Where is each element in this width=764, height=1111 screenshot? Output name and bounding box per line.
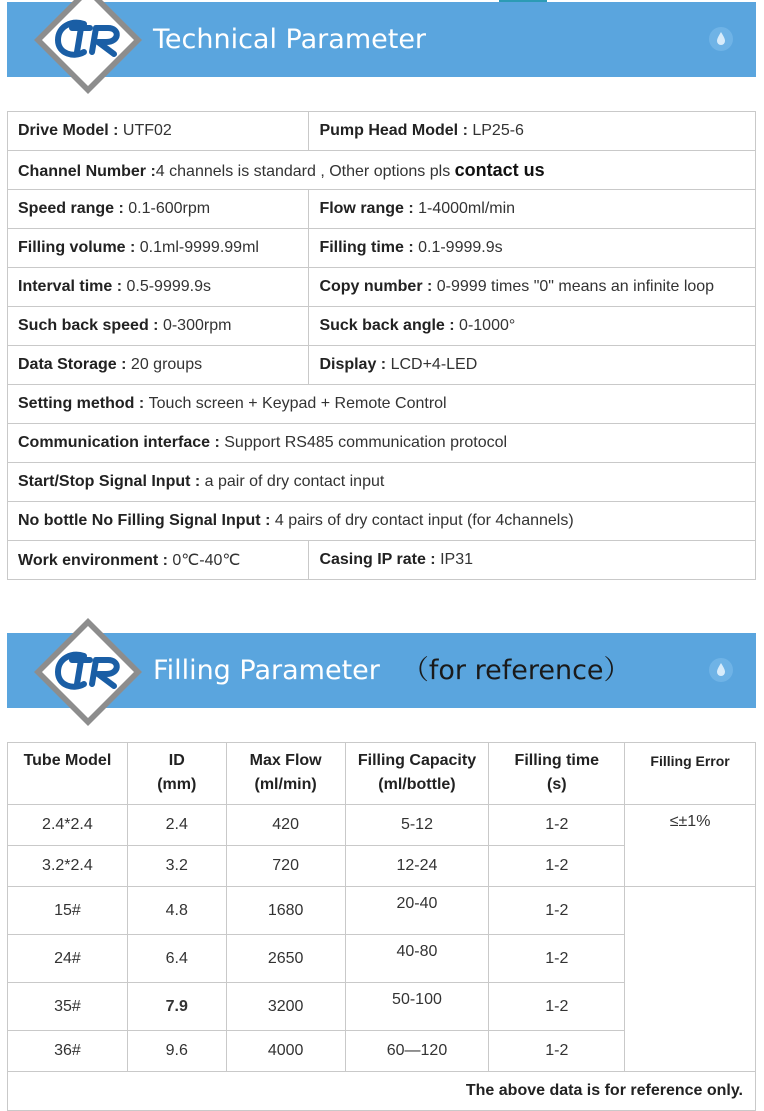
cell-model: 24# (8, 935, 128, 983)
parameter-value: LP25-6 (472, 122, 524, 139)
cell-id: 4.8 (127, 887, 226, 935)
parameter-cell (309, 268, 756, 307)
parameter-cell (8, 346, 309, 385)
header-filling-capacity: Filling Capacity (ml/bottle) (345, 743, 489, 805)
parameter-label: Such back speed (18, 317, 149, 334)
parameter-cell (8, 463, 756, 502)
table-row (8, 112, 756, 151)
filling-parameter-table (7, 742, 756, 1111)
cell-max-flow: 2650 (226, 935, 345, 983)
label-separator: : (134, 395, 149, 412)
parameter-value: 1-4000ml/min (418, 200, 516, 217)
label-separator: : (116, 356, 131, 373)
label-separator: : (148, 317, 163, 334)
parameter-cell (8, 424, 756, 463)
label-separator: : (114, 200, 129, 217)
table-row (8, 190, 756, 229)
cell-max-flow: 720 (226, 846, 345, 887)
parameter-label: No bottle No Filling Signal Input (18, 512, 261, 529)
label-separator: : (376, 356, 391, 373)
parameter-cell (309, 112, 756, 151)
table-row (8, 385, 756, 424)
footnote: The above data is for reference only. (8, 1072, 756, 1111)
header-filling-error: Filling Error (625, 743, 756, 805)
cell-capacity: 20-40 (345, 887, 489, 935)
table-row (8, 307, 756, 346)
cell-time: 1-2 (489, 1031, 625, 1072)
parameter-value: Support RS485 communication protocol (224, 434, 508, 451)
parameter-value: 4 channels is standard , Other options pls (155, 162, 455, 180)
label-separator: : (403, 239, 419, 256)
cell-capacity: 50-100 (345, 983, 489, 1031)
label-separator: : (425, 551, 441, 568)
section-subtitle: （for reference） (401, 655, 631, 686)
parameter-label: Suck back angle (319, 317, 445, 334)
table-row (8, 229, 756, 268)
cell-id: 7.9 (127, 983, 226, 1031)
parameter-cell (8, 229, 309, 268)
label-separator: : (112, 278, 127, 295)
parameter-value: IP31 (440, 551, 473, 568)
parameter-value: 0℃-40℃ (172, 552, 241, 569)
parameter-label: Filling time (319, 239, 404, 256)
parameter-cell (309, 229, 756, 268)
parameter-cell (8, 307, 309, 346)
parameter-label: Casing IP rate (319, 551, 426, 568)
cell-id: 6.4 (127, 935, 226, 983)
parameter-cell (8, 151, 756, 190)
label-separator: : (260, 512, 275, 529)
parameter-cell (8, 112, 309, 151)
water-drop-icon (708, 26, 734, 52)
cell-time: 1-2 (489, 846, 625, 887)
technical-parameter-table (7, 111, 756, 580)
section-title: Filling Parameter （for reference） (153, 655, 631, 686)
parameter-value: a pair of dry contact input (204, 473, 385, 490)
cell-max-flow: 420 (226, 805, 345, 846)
label-separator: : (458, 122, 473, 139)
company-logo (32, 616, 144, 728)
cell-model: 3.2*2.4 (8, 846, 128, 887)
parameter-label: Flow range (319, 200, 404, 217)
parameter-value: Touch screen + Keypad + Remote Control (148, 395, 447, 412)
table-row (8, 887, 756, 935)
parameter-value: LCD+4-LED (390, 356, 478, 373)
parameter-value: 0.1-600rpm (128, 200, 211, 217)
parameter-label: Interval time (18, 278, 113, 295)
label-separator: : (146, 162, 156, 180)
cell-capacity: 5-12 (345, 805, 489, 846)
table-header-row (8, 743, 756, 805)
parameter-cell (309, 541, 756, 580)
parameter-cell (8, 190, 309, 229)
table-row (8, 541, 756, 580)
table-row (8, 502, 756, 541)
label-separator: : (158, 552, 173, 569)
label-separator: : (125, 239, 140, 256)
parameter-value: UTF02 (122, 122, 172, 139)
table-row (8, 805, 756, 846)
header-filling-time: Filling time (s) (489, 743, 625, 805)
footnote-row (8, 1072, 756, 1111)
label-separator: : (444, 317, 460, 334)
parameter-label: Data Storage (18, 356, 117, 373)
parameter-value: 0.5-9999.9s (126, 278, 211, 295)
cell-time: 1-2 (489, 805, 625, 846)
section-title: Technical Parameter (153, 24, 427, 55)
parameter-label: Copy number (319, 278, 423, 295)
table-row (8, 424, 756, 463)
cell-model: 2.4*2.4 (8, 805, 128, 846)
parameter-label: Drive Model (18, 122, 109, 139)
filling-error-value: ≤±1% (625, 805, 756, 887)
parameter-label: Pump Head Model (319, 122, 459, 139)
cell-id: 2.4 (127, 805, 226, 846)
cell-max-flow: 4000 (226, 1031, 345, 1072)
label-separator: : (422, 278, 437, 295)
parameter-label: Filling volume (18, 239, 126, 256)
contact-us-link[interactable]: contact us (454, 159, 545, 180)
table-row (8, 346, 756, 385)
cell-max-flow: 1680 (226, 887, 345, 935)
cell-capacity: 60—120 (345, 1031, 489, 1072)
cell-model: 35# (8, 983, 128, 1031)
parameter-label: Setting method (18, 395, 135, 412)
label-separator: : (108, 122, 123, 139)
water-drop-icon (708, 657, 734, 683)
label-separator: : (210, 434, 225, 451)
parameter-label: Display (319, 356, 377, 373)
parameter-label: Work environment (18, 552, 159, 569)
cell-model: 15# (8, 887, 128, 935)
label-separator: : (190, 473, 205, 490)
parameter-label: Channel Number (18, 162, 147, 180)
table-row (8, 463, 756, 502)
parameter-value: 0.1-9999.9s (418, 239, 503, 256)
parameter-cell (309, 346, 756, 385)
cell-time: 1-2 (489, 983, 625, 1031)
parameter-cell (8, 268, 309, 307)
parameter-value: 0-1000° (459, 317, 516, 334)
label-separator: : (403, 200, 419, 217)
cell-model: 36# (8, 1031, 128, 1072)
table-row (8, 151, 756, 190)
parameter-cell (8, 541, 309, 580)
filling-error-empty-cell (625, 887, 756, 1072)
cell-capacity: 12-24 (345, 846, 489, 887)
parameter-label: Start/Stop Signal Input (18, 473, 191, 490)
header-max-flow: Max Flow (ml/min) (226, 743, 345, 805)
parameter-label: Speed range (18, 200, 115, 217)
cell-id: 9.6 (127, 1031, 226, 1072)
cell-capacity: 40-80 (345, 935, 489, 983)
parameter-cell (309, 307, 756, 346)
cell-time: 1-2 (489, 887, 625, 935)
parameter-cell (309, 190, 756, 229)
parameter-value: 20 groups (130, 356, 203, 373)
parameter-value: 0-9999 times "0" means an infinite loop (436, 278, 715, 295)
parameter-value: 0.1ml-9999.99ml (139, 239, 259, 256)
parameter-value: 4 pairs of dry contact input (for 4channels) (274, 512, 574, 529)
cell-id: 3.2 (127, 846, 226, 887)
parameter-value: 0-300rpm (162, 317, 232, 334)
parameter-cell (8, 502, 756, 541)
header-id: ID (mm) (127, 743, 226, 805)
parameter-cell (8, 385, 756, 424)
cell-time: 1-2 (489, 935, 625, 983)
header-tube-model: Tube Model (8, 743, 128, 805)
company-logo (32, 0, 144, 96)
cell-max-flow: 3200 (226, 983, 345, 1031)
parameter-label: Communication interface (18, 434, 211, 451)
table-row (8, 268, 756, 307)
